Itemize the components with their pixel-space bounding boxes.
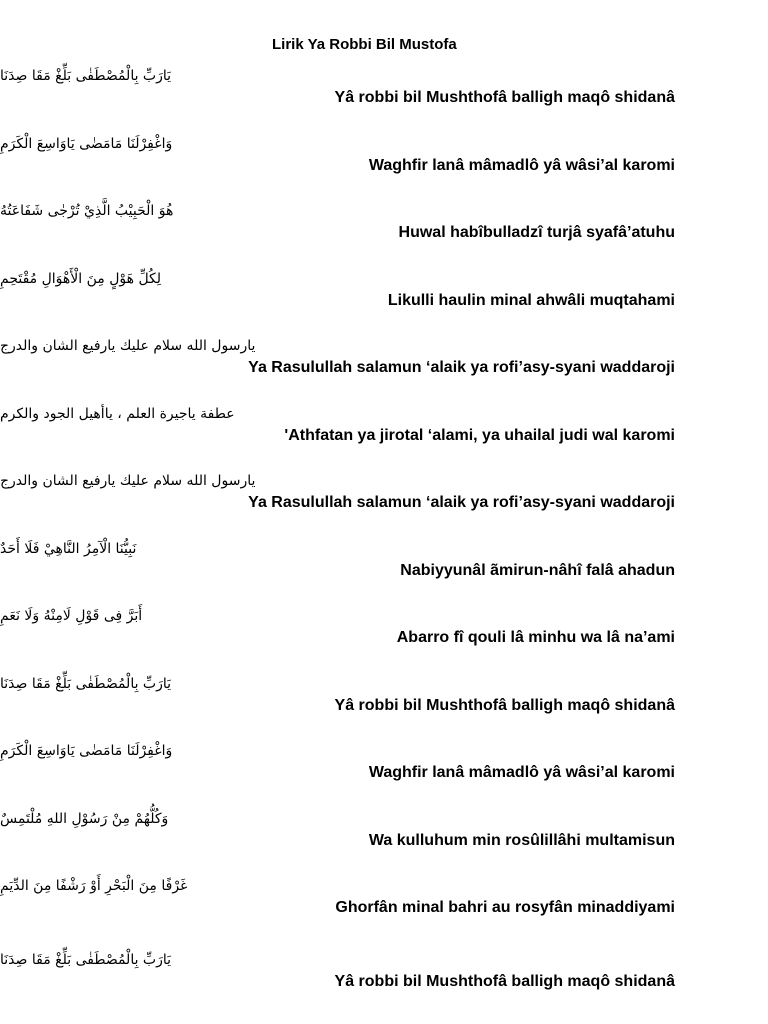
verse-arabic: وَكُلُّهُمْ مِنْ رَسُوْلِ اللهِ مُلْتَمِسٌ [0,810,169,827]
verse [0,471,675,539]
verse-arabic: نَبِيُّنَا الْآمِرُ النَّاهِيْ فَلَا أَحَدٌ [0,540,137,557]
verse [0,876,675,944]
verse-arabic: يارسول الله سلام عليك يارفيع الشان والدرج [0,473,256,489]
verse-transliteration: Huwal habîbulladzî turjâ syafâ’atuhu [398,224,675,241]
verse-arabic: لِكُلِّ هَوْلٍ مِنَ الْأَهْوَالِ مُقْتَحِمِ [0,270,162,287]
verse-arabic: يَارَبِّ بِالْمُصْطَفٰى بَلِّغْ مَقَا صِدَنَا [0,68,172,84]
verse [0,809,675,877]
verse [0,134,675,202]
verse-arabic: وَاغْفِرْلَنَا مَامَضٰى يَاوَاسِعَ الْكَرَمِ [0,135,173,152]
verse-arabic: أَبَرَّ فِى قَوْلِ لَامِنْهُ وَلَا نَعَمِ [0,608,143,624]
verse-transliteration: Yâ robbi bil Mushthofâ balligh maqô shidanâ [334,89,675,106]
verse [0,336,675,404]
verse-transliteration: Ya Rasulullah salamun ‘alaik ya rofi’asy-syani waddaroji [248,359,675,376]
verse [0,269,675,337]
verse-arabic: هُوَ الْحَبِيْبُ الَّذِيْ تُرْجٰى شَفَاعَتُهُ [0,203,174,219]
verse-transliteration: Waghfir lanâ mâmadlô yâ wâsi’al karomi [368,764,675,781]
verse-arabic: يَارَبِّ بِالْمُصْطَفٰى بَلِّغْ مَقَا صِدَنَا [0,951,172,968]
verse-transliteration: Yâ robbi bil Mushthofâ balligh maqô shidanâ [334,696,675,714]
verse [0,674,675,742]
verse-arabic: يَارَبِّ بِالْمُصْطَفٰى بَلِّغْ مَقَا صِدَنَا [0,675,172,692]
verse-arabic: عطفة ياجيرة العلم ، ياأهيل الجود والكرم [0,405,235,422]
page-title: Lirik Ya Robbi Bil Mustofa [272,36,457,53]
verse-transliteration: Likulli haulin minal ahwâli muqtahami [387,291,675,309]
verse-transliteration: 'Athfatan ya jirotal ‘alami, ya uhailal judi wal karomi [284,426,675,444]
verse-transliteration: Wa kulluhum min rosûlillâhi multamisun [368,831,675,849]
verse-arabic: غَرْفًا مِنَ الْبَحْرِ أَوْ رَشْفًا مِنَ الدِّيَمِ [0,878,188,894]
verse [0,606,675,674]
verse-transliteration: Ya Rasulullah salamun ‘alaik ya rofi’asy-syani waddaroji [248,494,675,511]
verse [0,404,675,472]
verse [0,539,675,607]
verse-transliteration: Yâ robbi bil Mushthofâ balligh maqô shidanâ [334,972,675,990]
verse-transliteration: Ghorfân minal bahri au rosyfân minaddiyami [335,899,675,916]
verse [0,741,675,809]
verse-transliteration: Nabiyyunâl ãmirun-nâhî falâ ahadun [400,561,675,579]
verse-arabic: يارسول الله سلام عليك يارفيع الشان والدرج [0,338,256,354]
verse [0,201,675,269]
verse-transliteration: Abarro fî qouli lâ minhu wa lâ na’ami [396,629,675,646]
verse-arabic: وَاغْفِرْلَنَا مَامَضٰى يَاوَاسِعَ الْكَرَمِ [0,743,173,759]
verse [0,950,675,1018]
verse [0,66,675,134]
verse-transliteration: Waghfir lanâ mâmadlô yâ wâsi’al karomi [368,156,675,174]
lyrics-list [0,66,675,1017]
